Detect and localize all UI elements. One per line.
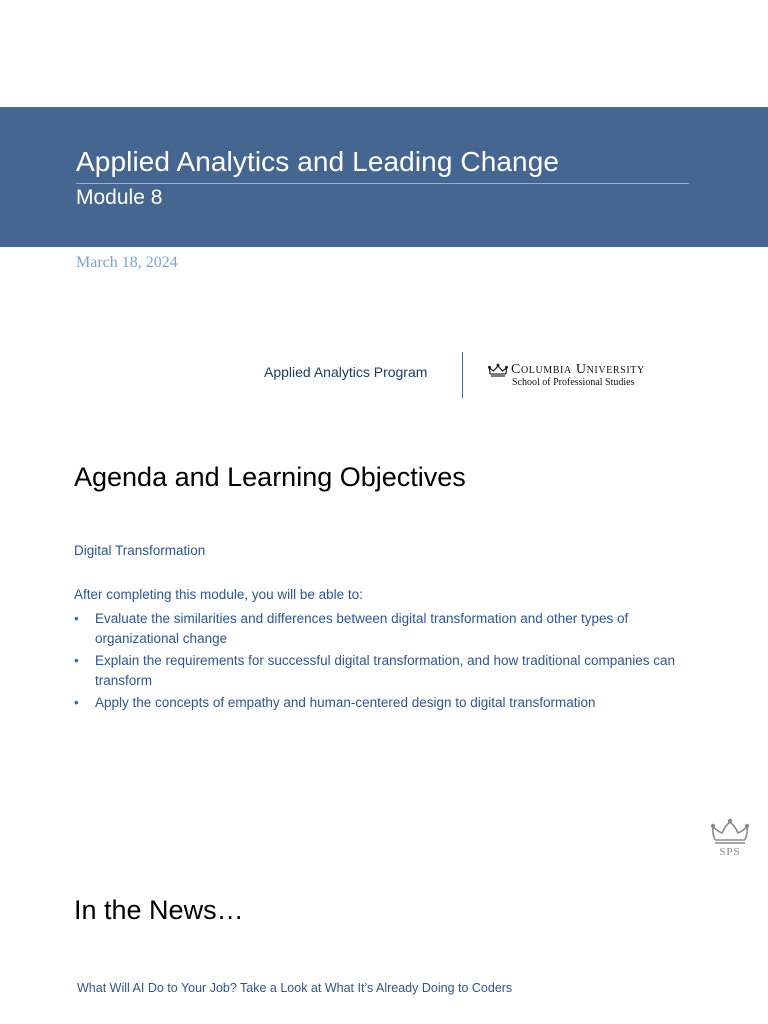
sps-logo-text: SPS (719, 846, 741, 858)
bullet-icon: • (74, 695, 79, 710)
objective-text: Apply the concepts of empathy and human-centered design to digital transformation (95, 695, 596, 710)
program-name: Applied Analytics Program (264, 364, 428, 380)
school-name: School of Professional Studies (512, 377, 635, 388)
objective-text: Explain the requirements for successful digital transformation, and how traditional companies can transform (95, 653, 676, 688)
news-article-link[interactable]: What Will AI Do to Your Job? Take a Look at What It’s Already Doing to Coders (77, 981, 513, 995)
module-subtitle: Module 8 (76, 186, 163, 209)
objective-item (74, 609, 694, 648)
bullet-icon: • (74, 611, 79, 626)
university-name: Columbia University (511, 362, 645, 377)
crown-icon (488, 363, 508, 377)
objective-item (74, 693, 694, 713)
agenda-heading: Agenda and Learning Objectives (74, 462, 466, 492)
title-divider (76, 183, 689, 184)
objectives-intro: After completing this module, you will be able to: (74, 587, 363, 602)
objectives-list (74, 609, 694, 716)
logo-divider (462, 352, 463, 398)
sps-crown-logo (709, 818, 751, 858)
objective-item (74, 651, 694, 690)
document-date: March 18, 2024 (76, 254, 178, 271)
news-heading: In the News… (74, 895, 244, 925)
document-title: Applied Analytics and Leading Change (76, 146, 560, 177)
bullet-icon: • (74, 653, 79, 668)
module-topic: Digital Transformation (74, 543, 206, 558)
objective-text: Evaluate the similarities and differences between digital transformation and other types of organizational change (95, 611, 629, 646)
